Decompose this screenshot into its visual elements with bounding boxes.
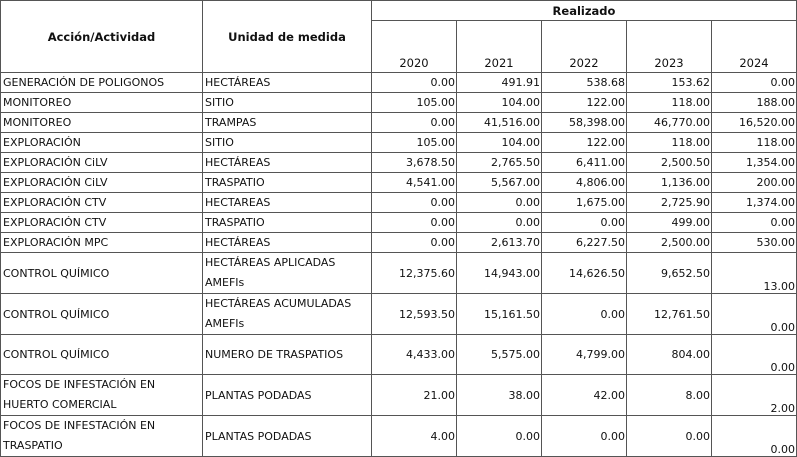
unidad-cell: HECTÁREAS APLICADAS AMEFIs bbox=[203, 253, 372, 294]
table-row bbox=[1, 253, 797, 294]
value-cell: 12,375.60 bbox=[372, 253, 457, 294]
value-cell: 0.00 bbox=[712, 335, 797, 375]
table-row bbox=[1, 173, 797, 193]
accion-cell: EXPLORACIÓN MPC bbox=[1, 233, 203, 253]
value-cell: 1,675.00 bbox=[542, 193, 627, 213]
table-row bbox=[1, 416, 797, 457]
value-cell: 4,806.00 bbox=[542, 173, 627, 193]
unidad-cell: NUMERO DE TRASPATIOS bbox=[203, 335, 372, 375]
header-year-2023: 2023 bbox=[627, 21, 712, 73]
header-year-2022: 2022 bbox=[542, 21, 627, 73]
accion-cell: EXPLORACIÓN CiLV bbox=[1, 173, 203, 193]
accion-cell: EXPLORACIÓN CTV bbox=[1, 213, 203, 233]
value-cell: 16,520.00 bbox=[712, 113, 797, 133]
unidad-cell: TRASPATIO bbox=[203, 213, 372, 233]
unidad-cell: SITIO bbox=[203, 93, 372, 113]
value-cell: 118.00 bbox=[712, 133, 797, 153]
value-cell: 0.00 bbox=[542, 213, 627, 233]
accion-cell: CONTROL QUÍMICO bbox=[1, 294, 203, 335]
value-cell: 0.00 bbox=[712, 213, 797, 233]
accion-cell: MONITOREO bbox=[1, 113, 203, 133]
value-cell: 0.00 bbox=[627, 416, 712, 457]
accion-cell: EXPLORACIÓN CTV bbox=[1, 193, 203, 213]
value-cell: 530.00 bbox=[712, 233, 797, 253]
header-year-2024: 2024 bbox=[712, 21, 797, 73]
unidad-cell: PLANTAS PODADAS bbox=[203, 375, 372, 416]
value-cell: 105.00 bbox=[372, 133, 457, 153]
table-row bbox=[1, 375, 797, 416]
value-cell: 14,626.50 bbox=[542, 253, 627, 294]
value-cell: 5,575.00 bbox=[457, 335, 542, 375]
value-cell: 42.00 bbox=[542, 375, 627, 416]
value-cell: 14,943.00 bbox=[457, 253, 542, 294]
value-cell: 5,567.00 bbox=[457, 173, 542, 193]
value-cell: 8.00 bbox=[627, 375, 712, 416]
value-cell: 2,613.70 bbox=[457, 233, 542, 253]
value-cell: 0.00 bbox=[712, 294, 797, 335]
value-cell: 122.00 bbox=[542, 93, 627, 113]
value-cell: 499.00 bbox=[627, 213, 712, 233]
header-year-2021: 2021 bbox=[457, 21, 542, 73]
value-cell: 0.00 bbox=[372, 233, 457, 253]
accion-cell: EXPLORACIÓN CiLV bbox=[1, 153, 203, 173]
value-cell: 0.00 bbox=[457, 416, 542, 457]
value-cell: 0.00 bbox=[457, 213, 542, 233]
table-row bbox=[1, 93, 797, 113]
accion-cell: CONTROL QUÍMICO bbox=[1, 335, 203, 375]
value-cell: 4.00 bbox=[372, 416, 457, 457]
value-cell: 104.00 bbox=[457, 133, 542, 153]
value-cell: 0.00 bbox=[542, 294, 627, 335]
unidad-cell: TRASPATIO bbox=[203, 173, 372, 193]
unidad-cell: HECTÁREAS bbox=[203, 233, 372, 253]
value-cell: 21.00 bbox=[372, 375, 457, 416]
value-cell: 104.00 bbox=[457, 93, 542, 113]
table-row bbox=[1, 213, 797, 233]
value-cell: 491.91 bbox=[457, 73, 542, 93]
accion-cell: CONTROL QUÍMICO bbox=[1, 253, 203, 294]
table-row bbox=[1, 335, 797, 375]
value-cell: 0.00 bbox=[372, 113, 457, 133]
unidad-cell: TRAMPAS bbox=[203, 113, 372, 133]
accion-cell: FOCOS DE INFESTACIÓN EN TRASPATIO bbox=[1, 416, 203, 457]
header-accion: Acción/Actividad bbox=[1, 1, 203, 73]
value-cell: 105.00 bbox=[372, 93, 457, 113]
value-cell: 2.00 bbox=[712, 375, 797, 416]
unidad-cell: HECTÁREAS bbox=[203, 73, 372, 93]
value-cell: 0.00 bbox=[372, 213, 457, 233]
value-cell: 12,761.50 bbox=[627, 294, 712, 335]
value-cell: 41,516.00 bbox=[457, 113, 542, 133]
header-year-2020: 2020 bbox=[372, 21, 457, 73]
value-cell: 9,652.50 bbox=[627, 253, 712, 294]
value-cell: 1,136.00 bbox=[627, 173, 712, 193]
table-row bbox=[1, 113, 797, 133]
value-cell: 1,354.00 bbox=[712, 153, 797, 173]
value-cell: 4,433.00 bbox=[372, 335, 457, 375]
value-cell: 12,593.50 bbox=[372, 294, 457, 335]
value-cell: 6,411.00 bbox=[542, 153, 627, 173]
value-cell: 200.00 bbox=[712, 173, 797, 193]
accion-cell: EXPLORACIÓN bbox=[1, 133, 203, 153]
value-cell: 15,161.50 bbox=[457, 294, 542, 335]
table-row bbox=[1, 233, 797, 253]
value-cell: 4,799.00 bbox=[542, 335, 627, 375]
value-cell: 2,765.50 bbox=[457, 153, 542, 173]
accion-cell: FOCOS DE INFESTACIÓN EN HUERTO COMERCIAL bbox=[1, 375, 203, 416]
value-cell: 38.00 bbox=[457, 375, 542, 416]
unidad-cell: HECTAREAS bbox=[203, 193, 372, 213]
value-cell: 6,227.50 bbox=[542, 233, 627, 253]
value-cell: 0.00 bbox=[457, 193, 542, 213]
value-cell: 804.00 bbox=[627, 335, 712, 375]
table-row bbox=[1, 73, 797, 93]
accion-cell: MONITOREO bbox=[1, 93, 203, 113]
value-cell: 58,398.00 bbox=[542, 113, 627, 133]
value-cell: 153.62 bbox=[627, 73, 712, 93]
header-realizado: Realizado bbox=[372, 1, 797, 21]
value-cell: 122.00 bbox=[542, 133, 627, 153]
value-cell: 3,678.50 bbox=[372, 153, 457, 173]
unidad-cell: HECTÁREAS bbox=[203, 153, 372, 173]
table-row bbox=[1, 133, 797, 153]
table-row bbox=[1, 153, 797, 173]
value-cell: 2,500.50 bbox=[627, 153, 712, 173]
value-cell: 4,541.00 bbox=[372, 173, 457, 193]
value-cell: 1,374.00 bbox=[712, 193, 797, 213]
unidad-cell: PLANTAS PODADAS bbox=[203, 416, 372, 457]
value-cell: 118.00 bbox=[627, 133, 712, 153]
value-cell: 2,725.90 bbox=[627, 193, 712, 213]
value-cell: 46,770.00 bbox=[627, 113, 712, 133]
value-cell: 0.00 bbox=[712, 416, 797, 457]
value-cell: 0.00 bbox=[542, 416, 627, 457]
value-cell: 0.00 bbox=[712, 73, 797, 93]
header-unidad: Unidad de medida bbox=[203, 1, 372, 73]
accion-cell: GENERACIÓN DE POLIGONOS bbox=[1, 73, 203, 93]
value-cell: 118.00 bbox=[627, 93, 712, 113]
value-cell: 13.00 bbox=[712, 253, 797, 294]
value-cell: 188.00 bbox=[712, 93, 797, 113]
table-row bbox=[1, 193, 797, 213]
unidad-cell: SITIO bbox=[203, 133, 372, 153]
value-cell: 0.00 bbox=[372, 73, 457, 93]
value-cell: 538.68 bbox=[542, 73, 627, 93]
value-cell: 0.00 bbox=[372, 193, 457, 213]
unidad-cell: HECTÁREAS ACUMULADAS AMEFIs bbox=[203, 294, 372, 335]
table-row bbox=[1, 294, 797, 335]
value-cell: 2,500.00 bbox=[627, 233, 712, 253]
